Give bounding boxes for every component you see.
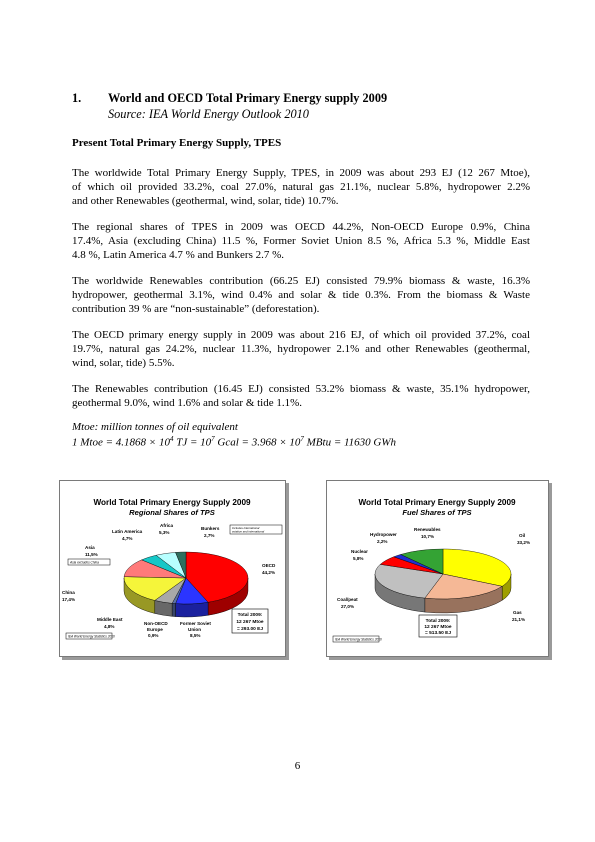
label-asia: Asia — [85, 545, 95, 550]
paragraph-line: The worldwide Renewables contribution (66.25 EJ) consisted 79.9% biomass & waste, 16.3% — [72, 275, 530, 287]
label-bunkers: Bunkers — [201, 526, 220, 531]
section-source: Source: IEA World Energy Outlook 2010 — [108, 107, 309, 121]
value-gas: 21,1% — [512, 617, 526, 622]
value-renewables: 10,7% — [421, 534, 435, 539]
label-africa: Africa — [160, 523, 174, 528]
pie-plot — [124, 552, 248, 617]
paragraph-line: 17.4%, Asia (excluding China) 11.5 %, Former Soviet Union 8.5 %, Africa 5.3 %, Middle East — [72, 235, 530, 247]
note-exponent: 7 — [211, 435, 215, 443]
paragraph-line: The regional shares of TPES in 2009 was OECD 44.2%, Non-OECD Europe 0.9%, China — [72, 221, 530, 233]
note-part: TJ = 10 — [173, 436, 212, 449]
paragraph-1 — [72, 166, 530, 208]
label-hydropower: Hydropower — [370, 532, 397, 537]
label-coal-peat: Coal/peat — [337, 597, 358, 602]
value-coal-peat: 27,0% — [341, 604, 355, 609]
unit-note-line-2 — [72, 435, 396, 449]
paragraph-line: and other Renewables (geothermal, wind, solar, tide) 10.7%. — [72, 195, 339, 207]
label-non-oecd-europe: Non-OECD — [144, 621, 168, 626]
value-nuclear: 5,8% — [353, 556, 364, 561]
value-middle-east: 4,8% — [104, 624, 115, 629]
regional-shares-chart — [59, 480, 286, 657]
pie-side-former-soviet-union — [176, 602, 209, 617]
chart-title: World Total Primary Energy Supply 2009 — [358, 498, 516, 507]
note-part: Gcal = 3.968 × 10 — [214, 436, 301, 449]
paragraph-line: The OECD primary energy supply in 2009 was about 216 EJ, of which oil provided 37.2%, coal — [72, 329, 530, 341]
paragraph-5 — [72, 382, 530, 410]
paragraph-line: wind, solar, tide) 5.5%. — [72, 357, 175, 369]
value-oecd: 44,2% — [262, 570, 276, 575]
paragraph-2 — [72, 220, 530, 262]
section-title: World and OECD Total Primary Energy supply 2009 — [108, 91, 388, 105]
unit-note-line-1: Mtoe: million tonnes of oil equivalent — [72, 421, 238, 433]
paragraph-line: 19.7%, natural gas 24.2%, nuclear 11.3%, hydropower 2.1% and other Renewables (geothermal, — [72, 343, 530, 355]
value-non-oecd-europe: 0,9% — [148, 633, 159, 638]
pie-side-non-oecd-europe — [172, 603, 175, 616]
total-line-1: Total 2009: — [425, 619, 451, 624]
label-non-oecd-europe-line2: Europe — [147, 627, 163, 632]
pie-plot — [375, 549, 511, 613]
paragraph-line: contribution 39 % are “non-sustainable” (deforestation). — [72, 303, 320, 315]
regional-shares-chart-svg — [60, 481, 285, 656]
paragraph-line: of which oil provided 33.2%, coal 27.0%, natural gas 21.1%, nuclear 5.8%, hydropower 2.2% — [72, 181, 530, 193]
paragraph-3 — [72, 274, 530, 316]
page-number: 6 — [294, 760, 301, 772]
chart-subtitle: Regional Shares of TPS — [129, 508, 215, 517]
note-part: MBtu = 11630 GWh — [303, 436, 397, 449]
note-exponent: 7 — [300, 435, 304, 443]
source-text: IEA World Energy Statistics 2010 — [335, 637, 382, 642]
note-exponent: 4 — [169, 435, 174, 443]
fuel-shares-chart-svg — [327, 481, 548, 656]
label-oil: Oil — [519, 533, 526, 538]
value-asia: 11,5% — [85, 552, 98, 557]
paragraph-line: The Renewables contribution (16.45 EJ) consisted 53.2% biomass & waste, 35.1% hydropower, — [72, 383, 530, 395]
total-line-1: Total 2009: — [237, 613, 263, 618]
label-nuclear: Nuclear — [351, 549, 368, 554]
value-africa: 5,3% — [159, 530, 170, 535]
section-number: 1. — [72, 91, 82, 105]
paragraph-line: hydropower, geothermal 3.1%, wind 0.4% and solar & tide 0.3%. From the biomass & Waste — [72, 289, 530, 301]
total-line-2: 12 267 Mtoe — [424, 625, 452, 630]
value-hydropower: 2,2% — [377, 539, 388, 544]
subheading: Present Total Primary Energy Supply, TPES — [72, 137, 282, 149]
fuel-shares-chart — [326, 480, 549, 657]
total-line-3: = 293.00 EJ — [236, 627, 264, 632]
chart-title: World Total Primary Energy Supply 2009 — [93, 498, 251, 507]
label-china: China — [62, 590, 75, 595]
note-part: 1 Mtoe = 4.1868 × 10 — [72, 436, 170, 449]
includes-note-text-line2: aviation and international — [232, 529, 265, 534]
label-former-soviet-union: Former Soviet — [180, 621, 211, 626]
total-line-2: 12 267 Mtoe — [236, 620, 264, 625]
label-gas: Gas — [513, 610, 522, 615]
total-line-3: = 513.50 EJ — [424, 631, 452, 636]
label-former-soviet-union-line2: Union — [188, 627, 202, 632]
label-middle-east: Middle East — [97, 617, 123, 622]
value-former-soviet-union: 8,5% — [190, 633, 201, 638]
chart-subtitle: Fuel Shares of TPS — [402, 508, 472, 517]
source-text: IEA World Energy Statistics 2010 — [68, 634, 115, 639]
paragraph-4 — [72, 328, 530, 370]
value-latin-america: 4,7% — [122, 536, 133, 541]
value-bunkers: 2,7% — [204, 533, 215, 538]
label-renewables: Renewables — [414, 527, 441, 532]
paragraph-line: 4.8 %, Latin America 4.7 % and Bunkers 2.7 %. — [72, 249, 285, 261]
label-oecd: OECD — [262, 563, 276, 568]
asia-note-text: Asia excludes China — [70, 560, 99, 565]
paragraph-line: geothermal 9.0%, wind 1.6% and solar & tide 1.1%. — [72, 397, 303, 409]
includes-note-text: Includes international — [232, 526, 260, 530]
value-oil: 33,2% — [517, 540, 531, 545]
value-china: 17,4% — [62, 597, 76, 602]
paragraph-line: The worldwide Total Primary Energy Supply, TPES, in 2009 was about 293 EJ (12 267 Mtoe), — [72, 167, 530, 179]
label-latin-america: Latin America — [112, 529, 143, 534]
